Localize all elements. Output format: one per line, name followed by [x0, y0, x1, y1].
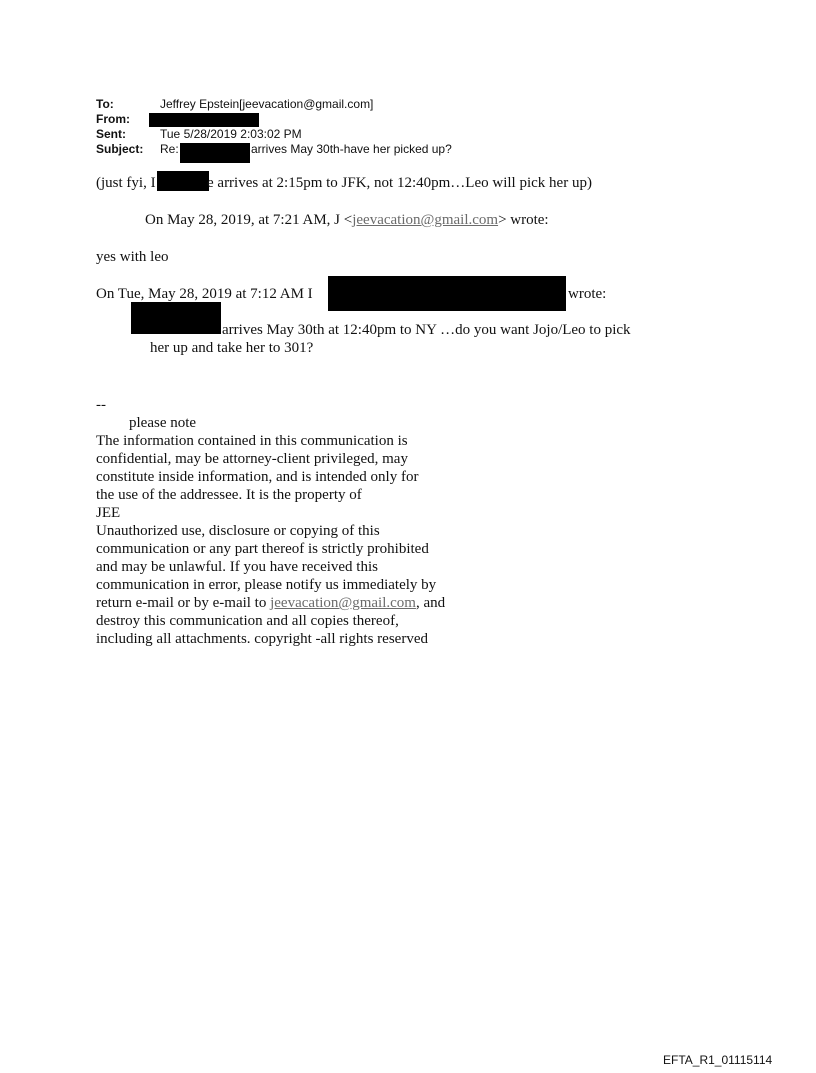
disclaimer-line: and may be unlawful. If you have received this: [96, 559, 378, 575]
message-redaction: [157, 171, 209, 191]
to-value: Jeffrey Epstein[jeevacation@gmail.com]: [160, 97, 374, 111]
quote1-header: [145, 211, 549, 229]
disclaimer-line: communication in error, please notify us immediately by: [96, 577, 437, 593]
disclaimer-line: including all attachments. copyright -all rights reserved: [96, 631, 428, 647]
disclaimer-line: communication or any part thereof is strictly prohibited: [96, 541, 429, 557]
quote1-email-link[interactable]: jeevacation@gmail.com: [352, 212, 499, 228]
return-prefix: return e-mail or by e-mail to: [96, 595, 271, 611]
from-label: From:: [96, 112, 130, 126]
disclaimer-line: destroy this communication and all copies thereof,: [96, 613, 399, 629]
subject-prefix: Re:: [160, 142, 179, 156]
message-line-prefix: (just fyi, I: [96, 175, 156, 191]
quote2-prefix: On Tue, May 28, 2019 at 7:12 AM I: [96, 286, 313, 302]
return-email-link[interactable]: jeevacation@gmail.com: [270, 595, 416, 611]
disclaimer-line: constitute inside information, and is intended only for: [96, 469, 419, 485]
quote2-line1-rest: arrives May 30th at 12:40pm to NY …do you want Jojo/Leo to pick: [222, 322, 631, 338]
quote1-suffix: > wrote:: [498, 212, 549, 228]
to-label: To:: [96, 97, 114, 111]
signature-note: please note: [129, 415, 197, 431]
reply-text: yes with leo: [96, 249, 169, 265]
subject-rest: arrives May 30th-have her picked up?: [251, 142, 452, 156]
sent-label: Sent:: [96, 127, 126, 141]
from-redaction: [149, 113, 259, 127]
disclaimer-line: JEE: [96, 505, 121, 521]
disclaimer-line: Unauthorized use, disclosure or copying of this: [96, 523, 380, 539]
signature-dashes: --: [96, 397, 106, 413]
disclaimer-line: confidential, may be attorney-client privileged, may: [96, 451, 408, 467]
disclaimer-line: The information contained in this communication is: [96, 433, 408, 449]
subject-label: Subject:: [96, 142, 144, 156]
sent-value: Tue 5/28/2019 2:03:02 PM: [160, 127, 302, 141]
quote1-prefix: On May 28, 2019, at 7:21 AM, J <: [145, 212, 353, 228]
subject-redaction: [180, 143, 250, 163]
disclaimer-line: the use of the addressee. It is the property of: [96, 487, 362, 503]
return-suffix: , and: [415, 595, 446, 611]
quote2-name-redaction: [131, 302, 221, 334]
message-line-rest: e arrives at 2:15pm to JFK, not 12:40pm…Leo will pick her up): [207, 175, 592, 191]
disclaimer-return-line: [96, 594, 445, 612]
document-id: EFTA_R1_01115114: [663, 1053, 773, 1067]
quote2-line2: her up and take her to 301?: [150, 340, 314, 356]
quote2-suffix: wrote:: [568, 286, 607, 302]
quote2-sender-redaction: [328, 276, 566, 311]
